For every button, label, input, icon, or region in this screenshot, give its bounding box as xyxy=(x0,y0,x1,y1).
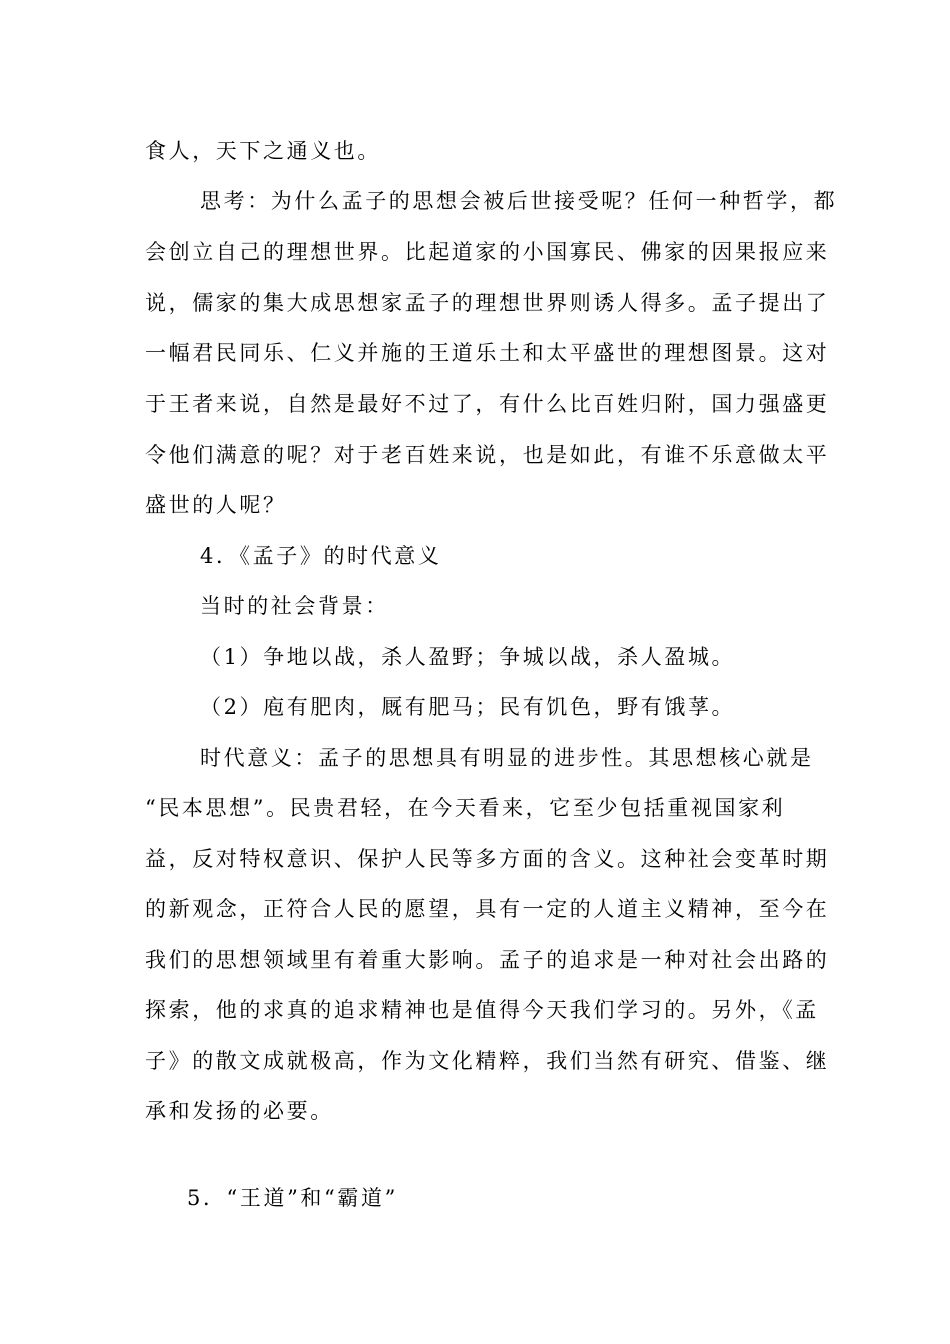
paragraph-line: 思考：为什么孟子的思想会被后世接受呢？任何一种哲学，都 xyxy=(200,189,838,213)
paragraph-line: 探索，他的求真的追求精神也是值得今天我们学习的。另外，《孟 xyxy=(145,998,819,1022)
paragraph-line: 于王者来说，自然是最好不过了，有什么比百姓归附，国力强盛更 xyxy=(145,392,830,416)
background-item: （1）争地以战，杀人盈野；争城以战，杀人盈城。 xyxy=(200,645,736,669)
paragraph-line: 盛世的人呢？ xyxy=(145,493,287,517)
paragraph-line: 益，反对特权意识、保护人民等多方面的含义。这种社会变革时期 xyxy=(145,847,830,871)
paragraph-line: 时代意义：孟子的思想具有明显的进步性。其思想核心就是 xyxy=(200,746,814,770)
paragraph-line: “民本思想”。民贵君轻，在今天看来，它至少包括重视国家利 xyxy=(145,796,786,820)
background-item: （2）庖有肥肉，厩有肥马；民有饥色，野有饿莩。 xyxy=(200,695,736,719)
paragraph-line: 令他们满意的呢？对于老百姓来说，也是如此，有谁不乐意做太平 xyxy=(145,443,830,467)
paragraph-line: 我们的思想领域里有着重大影响。孟子的追求是一种对社会出路的 xyxy=(145,948,830,972)
section-heading: 5．“王道”和“霸道” xyxy=(187,1186,398,1210)
section-heading: 4．《孟子》的时代意义 xyxy=(200,544,442,568)
paragraph-line: 一幅君民同乐、仁义并施的王道乐土和太平盛世的理想图景。这对 xyxy=(145,341,830,365)
background-label: 当时的社会背景： xyxy=(200,594,389,618)
paragraph-line: 说，儒家的集大成思想家孟子的理想世界则诱人得多。孟子提出了 xyxy=(145,291,830,315)
paragraph-line: 的新观念，正符合人民的愿望，具有一定的人道主义精神，至今在 xyxy=(145,897,830,921)
paragraph-line: 食人，天下之通义也。 xyxy=(145,139,381,163)
paragraph-line: 会创立自己的理想世界。比起道家的小国寡民、佛家的因果报应来 xyxy=(145,240,830,264)
paragraph-line: 承和发扬的必要。 xyxy=(145,1099,334,1123)
paragraph-line: 子》的散文成就极高，作为文化精粹，我们当然有研究、借鉴、继 xyxy=(145,1049,830,1073)
